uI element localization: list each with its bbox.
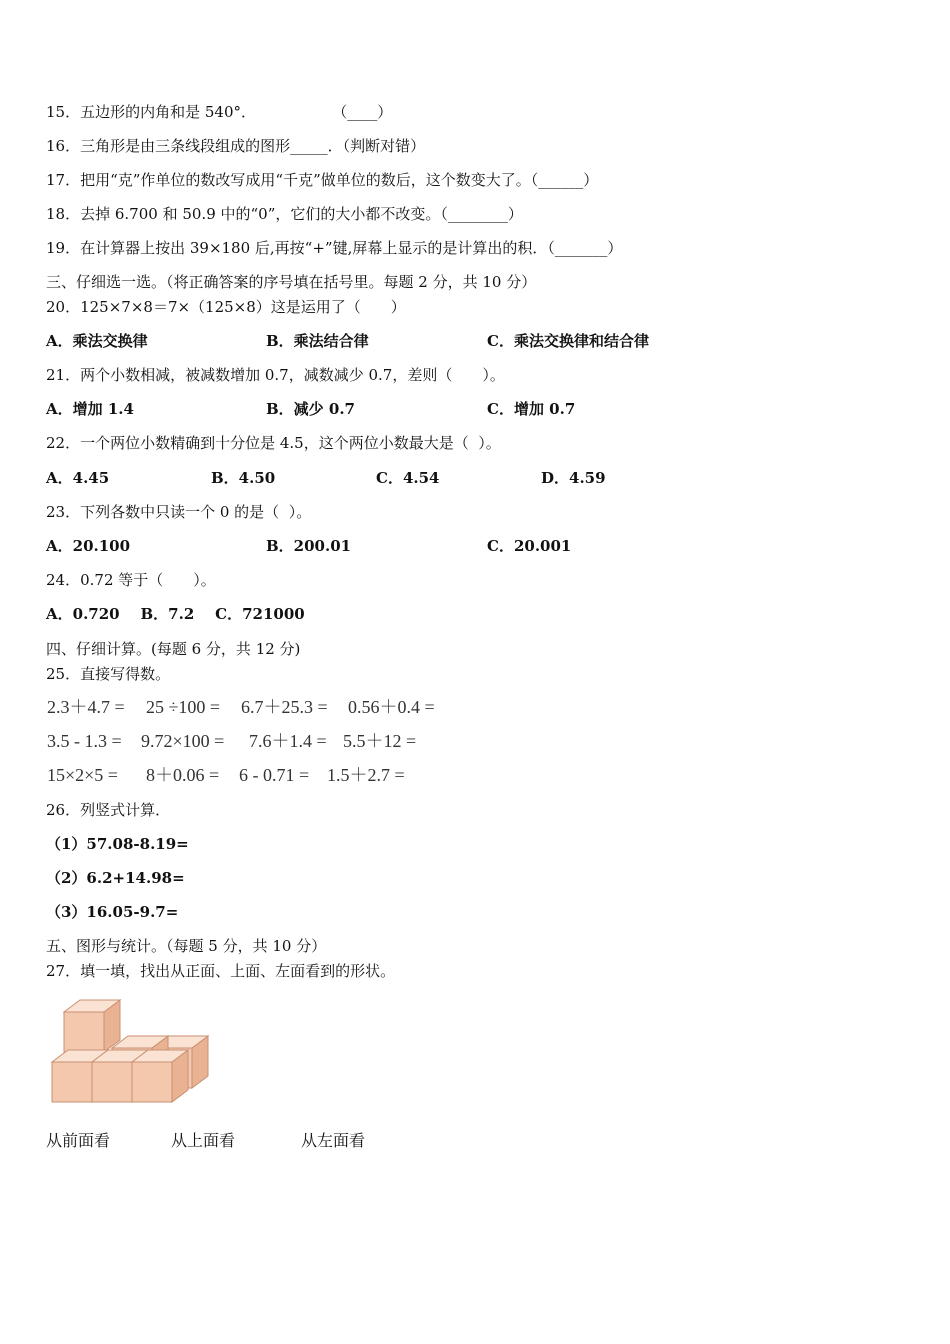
question-27-stem: 27．填一填，找出从正面、上面、左面看到的形状。 bbox=[46, 962, 396, 980]
q26-item-3: （3）16.05-9.7= bbox=[46, 903, 179, 921]
section-4-heading: 四、仔细计算。(每题 6 分，共 12 分) bbox=[46, 640, 301, 658]
cube-stack-figure bbox=[44, 992, 214, 1112]
view-left-label: 从左面看 bbox=[301, 1131, 366, 1150]
q26-item-2: （2）6.2+14.98= bbox=[46, 869, 185, 887]
question-26-stem: 26．列竖式计算． bbox=[46, 801, 171, 819]
question-15: 15．五边形的内角和是 540°． （____） bbox=[46, 103, 393, 121]
calc-r1-c2: 25 ÷100 = bbox=[146, 697, 221, 717]
calc-r1-c4: 0.56＋0.4 = bbox=[348, 697, 435, 717]
question-24-stem: 24．0.72 等于（ ）。 bbox=[46, 571, 216, 589]
calc-r3-c3: 6 - 0.71 = bbox=[239, 765, 310, 785]
q26-item-1: （1）57.08-8.19= bbox=[46, 835, 189, 853]
q20-option-b: B．乘法结合律 bbox=[266, 332, 369, 350]
cube-front-left-front bbox=[52, 1062, 92, 1102]
calc-r3-c2: 8＋0.06 = bbox=[146, 765, 220, 785]
calc-r2-c4: 5.5＋12 = bbox=[343, 731, 417, 751]
calc-r3-c4: 1.5＋2.7 = bbox=[327, 765, 405, 785]
question-23-stem: 23．下列各数中只读一个 0 的是（ ）。 bbox=[46, 503, 312, 521]
question-17: 17．把用“克”作单位的数改写成用“千克”做单位的数后，这个数变大了。（______） bbox=[46, 171, 599, 189]
section-5-heading: 五、图形与统计。（每题 5 分，共 10 分） bbox=[46, 937, 327, 955]
cube-front-right-front bbox=[132, 1062, 172, 1102]
cube-front-middle-front bbox=[92, 1062, 132, 1102]
question-16: 16．三角形是由三条线段组成的图形_____．（判断对错） bbox=[46, 137, 426, 155]
cube-top-left-front bbox=[64, 1012, 104, 1052]
question-20-stem: 20．125×7×8＝7×（125×8）这是运用了（ ） bbox=[46, 298, 406, 316]
q22-option-a: A．4.45 bbox=[46, 469, 110, 487]
calc-r1-c1: 2.3＋4.7 = bbox=[47, 697, 125, 717]
q20-option-a: A．乘法交换律 bbox=[46, 332, 148, 350]
section-3-heading: 三、仔细选一选。（将正确答案的序号填在括号里。每题 2 分，共 10 分） bbox=[46, 273, 537, 291]
q21-option-a: A．增加 1.4 bbox=[46, 400, 134, 418]
q23-option-b: B．200.01 bbox=[266, 537, 352, 555]
q21-option-b: B．减少 0.7 bbox=[266, 400, 355, 418]
calc-r2-c3: 7.6＋1.4 = bbox=[249, 731, 327, 751]
q24-options: A．0.720 B．7.2 C．721000 bbox=[46, 605, 305, 623]
view-front-label: 从前面看 bbox=[46, 1131, 111, 1150]
q22-option-d: D．4.59 bbox=[541, 469, 606, 487]
question-22-stem: 22．一个两位小数精确到十分位是 4.5，这个两位小数最大是（ ）。 bbox=[46, 434, 501, 452]
q20-option-c: C．乘法交换律和结合律 bbox=[487, 332, 649, 350]
question-21-stem: 21．两个小数相减，被减数增加 0.7，减数减少 0.7，差则（ ）。 bbox=[46, 366, 505, 384]
question-18: 18．去掉 6.700 和 50.9 中的“0”，它们的大小都不改变。（________） bbox=[46, 205, 523, 223]
calc-r2-c2: 9.72×100 = bbox=[141, 731, 225, 751]
calc-r1-c3: 6.7＋25.3 = bbox=[241, 697, 328, 717]
q22-option-b: B．4.50 bbox=[211, 469, 276, 487]
q22-option-c: C．4.54 bbox=[376, 469, 440, 487]
question-19: 19．在计算器上按出 39×180 后,再按“+”键,屏幕上显示的是计算出的积．（_______） bbox=[46, 239, 623, 257]
calc-r2-c1: 3.5 - 1.3 = bbox=[47, 731, 122, 751]
q21-option-c: C．增加 0.7 bbox=[487, 400, 576, 418]
view-top-label: 从上面看 bbox=[171, 1131, 236, 1150]
q23-option-a: A．20.100 bbox=[46, 537, 131, 555]
question-25-stem: 25．直接写得数。 bbox=[46, 665, 171, 683]
q23-option-c: C．20.001 bbox=[487, 537, 572, 555]
calc-r3-c1: 15×2×5 = bbox=[47, 765, 118, 785]
